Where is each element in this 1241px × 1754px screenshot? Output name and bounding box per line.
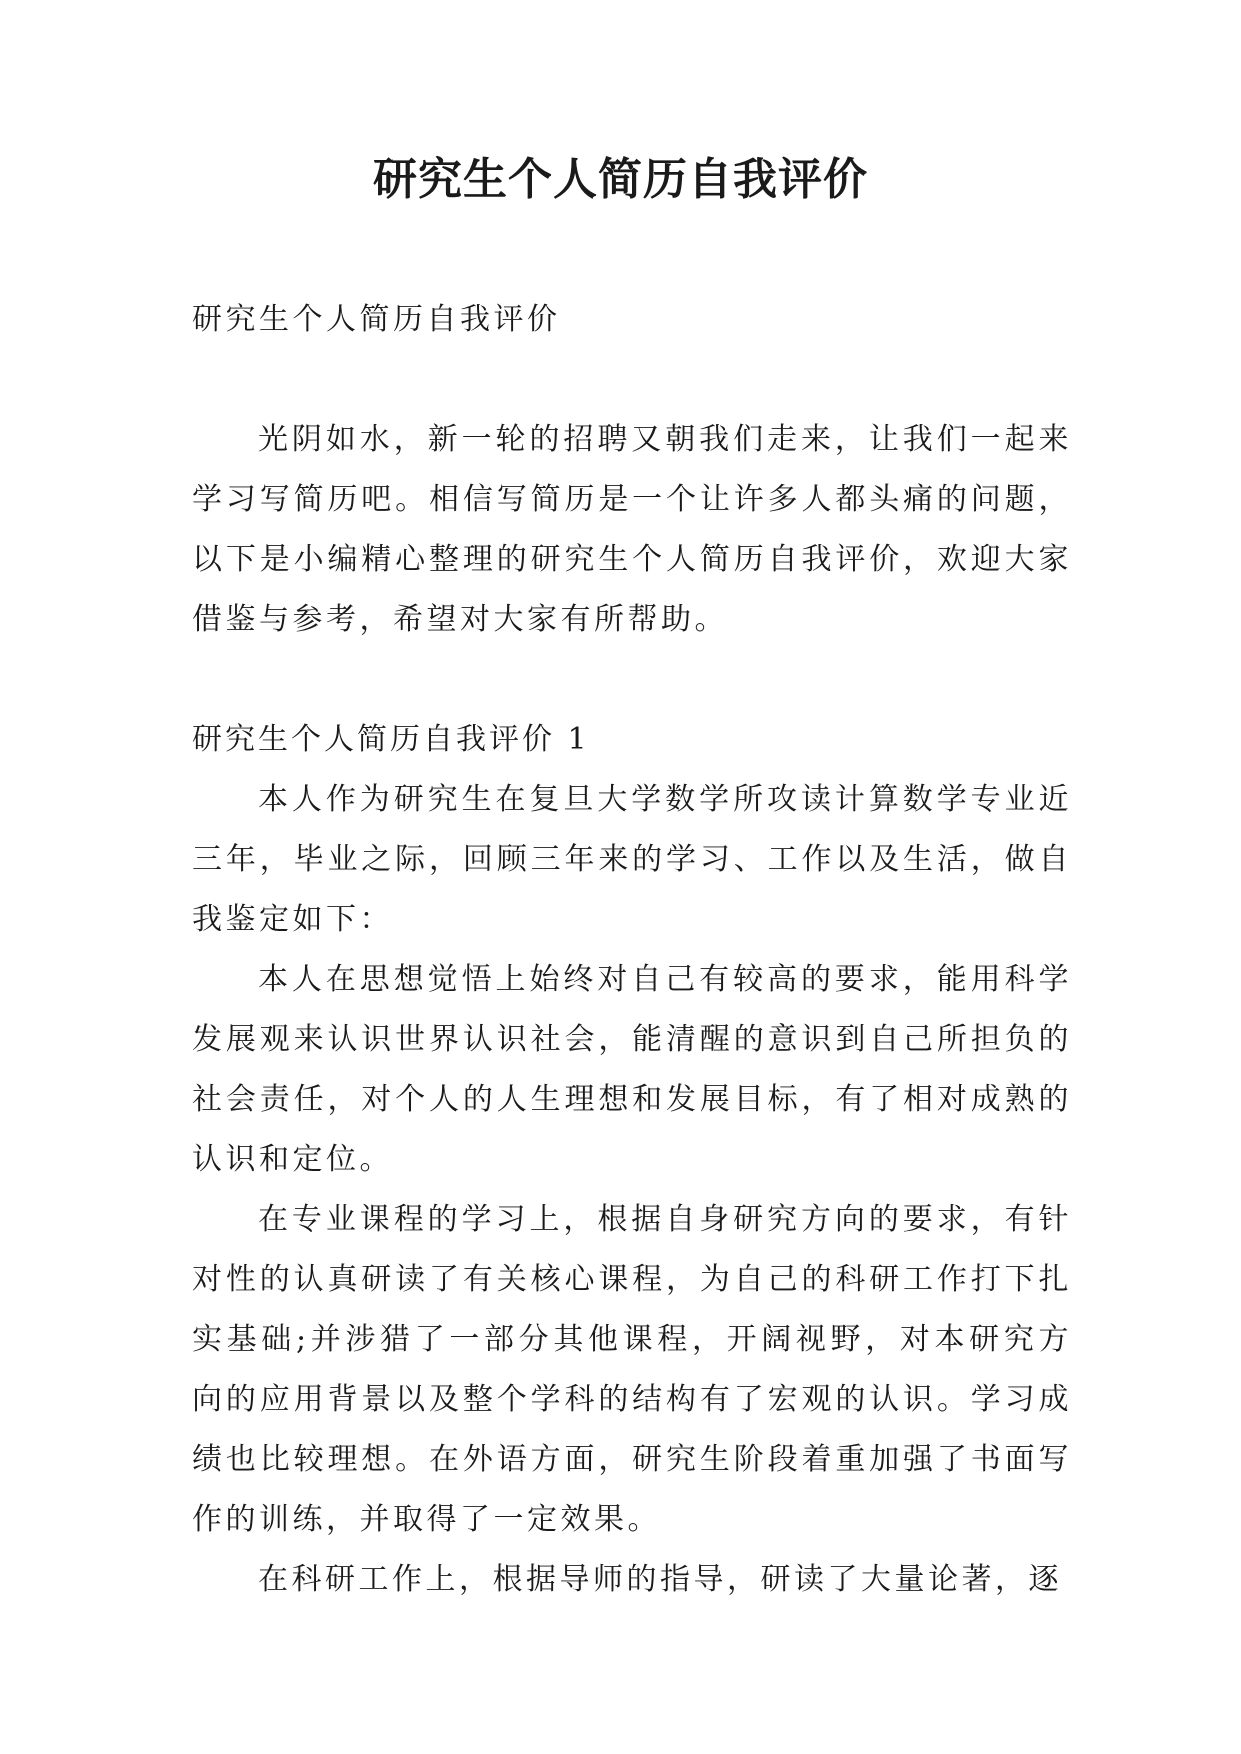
body-paragraph: 在科研工作上，根据导师的指导，研读了大量论著，逐 [258, 1562, 1062, 1597]
body-paragraph: 在专业课程的学习上，根据自身研究方向的要求，有针对性的认真研读了有关核心课程，为自己的科研工作打下扎实基础;并涉猎了一部分其他课程，开阔视野，对本研究方向的应用背景以及整个学科的结构有了宏观的认识。学习成绩也比较理想。在外语方面，研究生阶段着重加强了书面写作的训练，并取得了一定效果。 [192, 1202, 1072, 1537]
document-body [192, 290, 1072, 1610]
body-paragraph: 本人在思想觉悟上始终对自己有较高的要求，能用科学发展观来认识世界认识社会，能清醒的意识到自己所担负的社会责任，对个人的人生理想和发展目标，有了相对成熟的认识和定位。 [192, 962, 1072, 1177]
document-title: 研究生个人简历自我评价 [373, 154, 868, 205]
section-heading: 研究生个人简历自我评价 1 [192, 722, 590, 757]
document-subtitle: 研究生个人简历自我评价 [192, 302, 561, 337]
body-paragraph: 本人作为研究生在复旦大学数学所攻读计算数学专业近三年，毕业之际，回顾三年来的学习、工作以及生活，做自我鉴定如下： [192, 782, 1072, 937]
intro-paragraph: 光阴如水，新一轮的招聘又朝我们走来，让我们一起来学习写简历吧。相信写简历是一个让许多人都头痛的问题，以下是小编精心整理的研究生个人简历自我评价，欢迎大家借鉴与参考，希望对大家有所帮助。 [192, 422, 1072, 637]
